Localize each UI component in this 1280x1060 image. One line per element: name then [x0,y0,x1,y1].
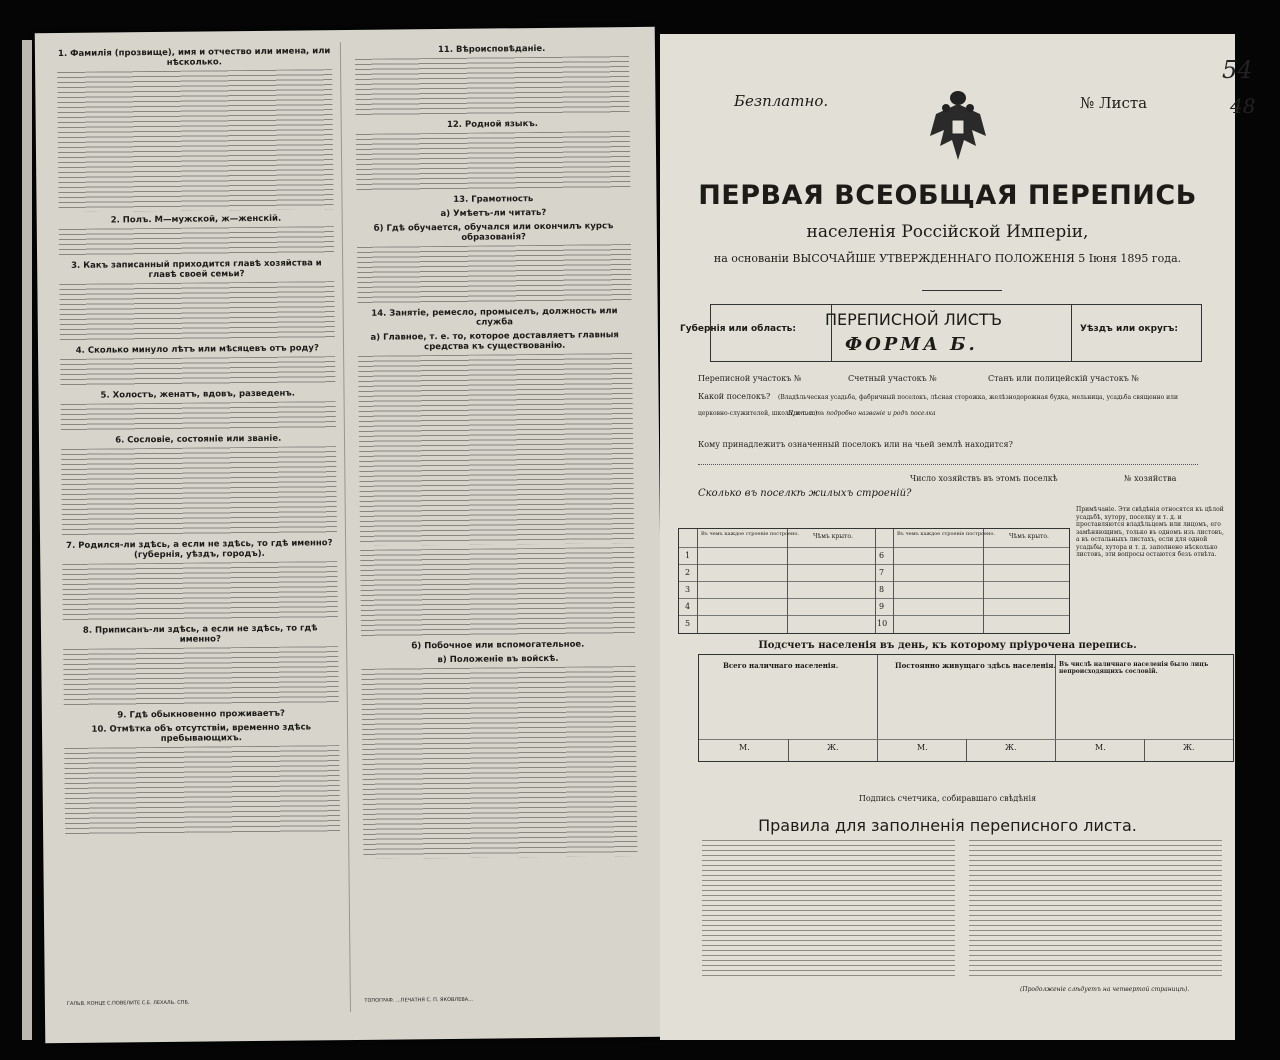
continuation-note: (Продолженіе слѣдуетъ на четвертой страницѣ). [1020,986,1190,993]
document-subtitle: населенія Россійской Имперіи, [806,222,1089,242]
paragraph-block [61,401,336,432]
question-heading: 7. Родился-ли здѣсь, а если не здѣсь, то гдѣ именно? (губернія, уѣздъ, городъ). [66,538,333,561]
question-heading: 14. Занятіе, ремесло, промыселъ, должность или служба [371,306,618,328]
row-number: 1 [685,551,691,560]
male-column: М. [917,743,928,752]
table-header: Постоянно живущаго здѣсь населенія. [895,661,1056,670]
row-number: 4 [685,602,691,611]
table-header: Въ числѣ наличнаго населенія было лицъ непроисходящихъ сословій. [1059,661,1209,675]
question-heading: а) Главное, т. е. то, которое доставляетъ главныя средства къ существованію. [370,330,619,353]
question-heading: 13. Грамотность [453,194,534,205]
handwritten-number: 54 [1222,56,1253,84]
printer-imprint: ТОПОГРАФ. ...ПЕЧАТНЯ С. П. ЯКОВЛЕВА... [364,996,474,1004]
table-header: Всего наличнаго населенія. [723,661,839,670]
settlement-label: Какой поселокъ? [698,392,771,401]
question-heading: 12. Родной языкъ. [446,119,539,130]
question-heading: 8. Приписанъ-ли здѣсь, а если не здѣсь, то гдѣ именно? [82,623,318,645]
uezd-field-label: Уѣздъ или округъ: [1080,324,1178,334]
question-heading: б) Побочное или вспомогательное. [411,639,585,652]
question-heading: 3. Какъ записанный приходится главѣ хозяйства и главѣ своей семьи? [71,258,322,281]
question-heading: 4. Сколько минуло лѣтъ или мѣсяцевъ отъ роду? [75,343,319,356]
document-subtitle-legal: на основаніи ВЫСОЧАЙШЕ УТВЕРЖДЕННАГО ПОЛОЖЕНІЯ 5 Іюня 1895 года. [713,252,1182,265]
paragraph-block [361,666,637,859]
census-district-label: Переписной участокъ № [698,374,802,383]
male-column: М. [1095,743,1106,752]
table-header: Чѣмъ крыто. [813,533,853,540]
paragraph-block [61,446,336,537]
buildings-note: Примѣчаніе. Эти свѣдѣнія относятся къ цѣлой усадьбѣ, хутору, поселку и т. д. и проставляются владѣльцемъ или лицомъ, его замѣняющимъ, только въ одномъ изъ листовъ, а въ остальныхъ листахъ, если для одной усадьбы, хутора и т. д. заполнено нѣсколько листовъ, эти вопросы остаются безъ отвѣта. [1076,506,1224,558]
paragraph-block [969,840,1222,980]
paragraph-block [360,547,635,638]
settlement-hint-3: Прописать подробно названіе и родъ поселка [788,410,936,417]
rules-text [702,840,1222,990]
double-headed-eagle-emblem [926,86,990,166]
female-column: Ж. [827,743,839,752]
row-number: 9 [879,602,885,611]
census-form-page [660,34,1256,1040]
rules-title: Правила для заполненія переписного листа. [758,816,1137,835]
question-heading: б) Гдѣ обучается, обучался или окончилъ курсъ образованія? [373,221,614,243]
paragraph-block [355,56,630,117]
paragraph-block [57,69,333,212]
question-heading: 10. Отмѣтка объ отсутствіи, временно здѣсь пребывающихъ. [91,722,312,744]
instructions-column-left [57,42,351,1015]
question-heading: 2. Полъ. М—мужской, ж—женскій. [110,213,282,226]
row-number: 3 [685,585,691,594]
buildings-table [678,528,1070,634]
paragraph-block [702,840,955,980]
page-edge [22,40,32,1040]
row-number: 8 [879,585,885,594]
sheet-number-label: № Листа [1080,94,1148,112]
paragraph-block [64,745,339,836]
question-heading: 6. Сословіе, состояніе или званіе. [115,433,282,446]
question-heading: в) Положеніе въ войскѣ. [437,653,559,666]
households-label: Число хозяйствъ въ этомъ поселкѣ [910,474,1058,483]
male-column: М. [739,743,750,752]
question-heading: 9. Гдѣ обыкновенно проживаетъ? [117,708,285,721]
paragraph-block [356,244,631,305]
female-column: Ж. [1005,743,1017,752]
owner-label: Кому принадлежитъ означенный поселокъ или на чьей землѣ находится? [698,440,1013,449]
buildings-label: Сколько въ поселкѣ жилыхъ строеній? [698,488,912,499]
form-title: ПЕРЕПИСНОЙ ЛИСТЪ [825,310,1003,329]
paragraph-block [59,226,334,257]
printer-imprint: ГАЛЬВ. КОНЦЕ С.ПОВЕЛИТЕ С.Е. ЛЕХАЛЬ. СПБ. [66,999,190,1007]
form-name: ФОРМА Б. [845,334,978,355]
question-heading: 11. Вѣроисповѣданіе. [437,43,546,56]
document-title: ПЕРВАЯ ВСЕОБЩАЯ ПЕРЕПИСЬ [698,180,1197,211]
row-number: 7 [879,568,885,577]
free-label: Безплатно. [734,92,829,110]
question-heading: 5. Холостъ, женатъ, вдовъ, разведенъ. [100,388,296,401]
table-header: Чѣмъ крыто. [1009,533,1049,540]
paragraph-block [59,281,334,342]
handwritten-number: 48 [1230,94,1256,118]
paragraph-block [63,646,338,707]
population-count-table [698,654,1234,762]
fill-line [698,464,1198,465]
household-number-label: № хозяйства [1124,474,1177,483]
stan-label: Станъ или полицейскій участокъ № [988,374,1139,383]
paragraph-block [62,561,337,622]
female-column: Ж. [1183,743,1195,752]
paragraph-block [355,131,630,192]
paragraph-block [60,356,335,387]
population-count-title: Подсчетъ населенія въ день, къ которому пріурочена перепись. [758,640,1137,651]
question-heading: 1. Фамилія (прозвище), имя и отчество или имена, или нѣсколько. [57,46,331,68]
settlement-hint: (Владѣльческая усадьба, фабричный поселокъ, лѣсная сторожка, желѣзнодорожная будка, мельница, усадьба священно или [778,394,1178,401]
row-number: 10 [877,619,888,628]
question-heading: а) Умѣетъ-ли читать? [440,207,547,220]
signature-line: Подпись счетчика, собиравшаго свѣдѣнія [858,794,1037,803]
instructions-column-right [354,39,647,1012]
table-header: Въ чемъ каждое строеніе построено. [701,531,799,537]
instructions-page [35,27,666,1043]
table-header: Въ чемъ каждое строеніе построено. [897,531,995,537]
gubernia-field-label: Губернія или область: [680,324,796,334]
row-number: 5 [685,619,691,628]
divider [922,290,1002,291]
settlement-hint-2: церковно-служителей, школа, и т. п.) [698,410,818,417]
paragraph-block [358,353,634,546]
row-number: 2 [685,568,691,577]
row-number: 6 [879,551,885,560]
counting-district-label: Счетный участокъ № [848,374,937,383]
